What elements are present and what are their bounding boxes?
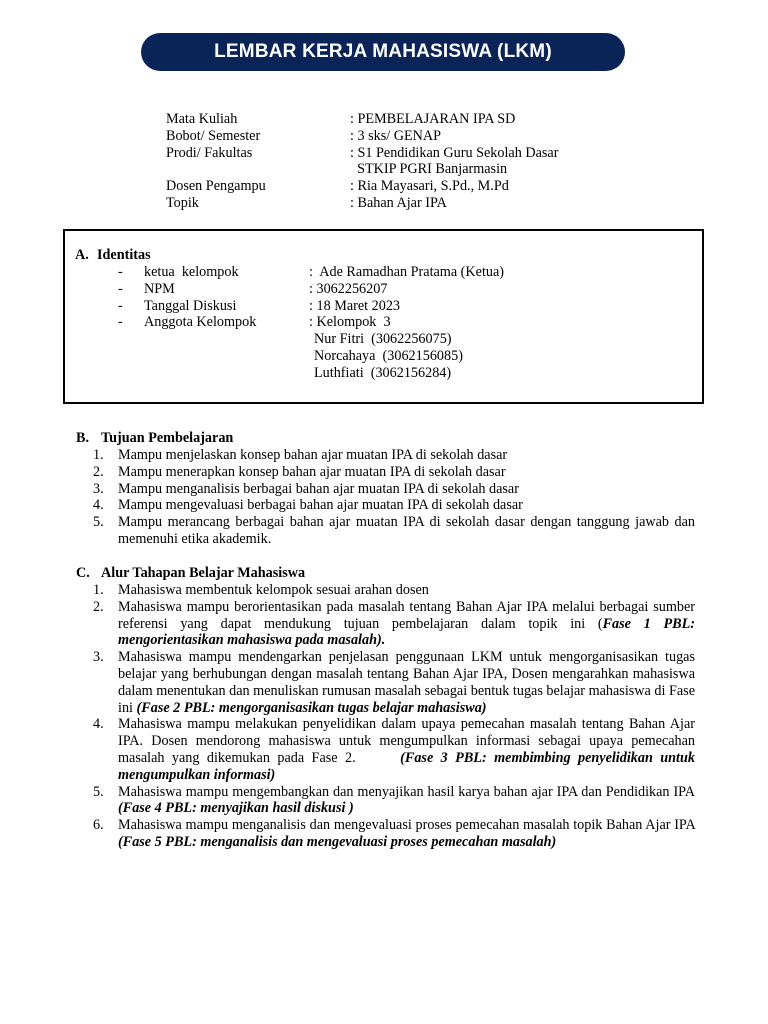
identity-row <box>118 298 504 315</box>
item-body: Mahasiswa mampu berorientasikan pada masalah tentang Bahan Ajar IPA melalui berbagai sumber referensi yang dapat mendukung tujuan pembelajaran dalam topik ini ( <box>118 598 695 632</box>
page-title-banner <box>141 33 625 71</box>
course-row <box>166 111 726 128</box>
page-title: LEMBAR KERJA MAHASISWA (LKM) <box>214 40 552 62</box>
dash-bullet: - <box>118 297 123 314</box>
learning-flow-heading <box>76 565 305 582</box>
item-number: 4. <box>93 716 104 733</box>
item-body: Mahasiswa mampu mengembangkan dan menyajikan hasil karya bahan ajar IPA dan Pendidikan IPA <box>118 783 695 800</box>
item-text <box>118 599 695 649</box>
item-number: 6. <box>93 817 104 834</box>
course-value: : 3 sks/ GENAP <box>350 127 442 144</box>
item-number: 5. <box>93 514 104 531</box>
identity-heading <box>75 247 151 264</box>
item-body: Mahasiswa mampu mendengarkan penjelasan penggunaan LKM untuk mengorganisasikan tugas belajar yang berhubungan dengan masalah tentang Bahan Ajar IPA, Dosen mengarahkan mahasiswa dalam menentukan dan menuliskan rumusan masalah sebagai bentuk tugas belajar mahasiswa di Fase ini <box>118 649 695 716</box>
course-row <box>166 145 726 162</box>
dash-bullet: - <box>118 280 123 297</box>
course-value: STKIP PGRI Banjarmasin <box>350 161 508 178</box>
course-value: : PEMBELAJARAN IPA SD <box>350 111 516 127</box>
identity-value: : Kelompok 3 <box>309 314 391 331</box>
section-title: Tujuan Pembelajaran <box>101 430 234 446</box>
item-text: Mampu menjelaskan konsep bahan ajar muatan IPA di sekolah dasar <box>118 447 508 463</box>
phase-note: (Fase 4 PBL: menyajikan hasil diskusi ) <box>118 800 354 817</box>
section-title: Identitas <box>97 247 151 263</box>
learning-flow-list <box>93 582 699 851</box>
item-text: Mampu mengevaluasi berbagai bahan ajar muatan IPA di sekolah dasar <box>118 497 523 514</box>
course-row <box>166 161 726 178</box>
course-row <box>166 195 726 212</box>
item-number: 5. <box>93 783 104 800</box>
item-number: 2. <box>93 463 104 480</box>
group-member: Luthfiati (3062156284) <box>314 364 452 381</box>
item-body: Mahasiswa membentuk kelompok sesuai arahan dosen <box>118 582 429 598</box>
section-letter: B. <box>76 430 90 446</box>
identity-list <box>118 264 504 382</box>
course-value: : Bahan Ajar IPA <box>350 194 447 211</box>
item-number: 3. <box>93 649 104 666</box>
item-text <box>118 649 695 716</box>
item-number: 4. <box>93 497 104 514</box>
group-member: Nur Fitri (3062256075) <box>314 331 452 348</box>
identity-label: NPM <box>144 280 175 297</box>
list-item <box>93 447 695 464</box>
list-item <box>93 464 695 481</box>
identity-label: ketua kelompok <box>144 264 239 280</box>
identity-row <box>118 264 504 281</box>
identity-row <box>118 314 504 331</box>
course-row <box>166 178 726 195</box>
course-value: : S1 Pendidikan Guru Sekolah Dasar <box>350 144 559 161</box>
item-number: 2. <box>93 598 104 615</box>
identity-value: : Ade Ramadhan Pratama (Ketua) <box>309 264 505 280</box>
item-text <box>118 716 699 783</box>
course-label: Dosen Pengampu <box>166 178 266 195</box>
dash-bullet: - <box>118 314 123 331</box>
list-item <box>93 649 695 716</box>
phase-note: (Fase 2 PBL: mengorganisasikan tugas belajar mahasiswa) <box>136 699 487 716</box>
item-text: Mampu menerapkan konsep bahan ajar muatan IPA di sekolah dasar <box>118 463 506 480</box>
item-text: Mampu menganalisis berbagai bahan ajar muatan IPA di sekolah dasar <box>118 480 519 497</box>
course-label <box>166 161 350 178</box>
dash-bullet: - <box>118 264 123 280</box>
item-text: Mampu merancang berbagai bahan ajar muatan IPA di sekolah dasar dengan tanggung jawab dan memenuhi etika akademik. <box>118 514 695 547</box>
phase-note: (Fase 5 PBL: menganalisis dan mengevaluasi proses pemecahan masalah) <box>118 833 557 850</box>
item-text <box>118 582 695 599</box>
item-number: 1. <box>93 582 104 598</box>
section-letter: C. <box>76 565 90 581</box>
course-info <box>166 111 726 212</box>
objectives-heading <box>76 430 233 447</box>
objectives-list <box>93 447 695 548</box>
course-label: Bobot/ Semester <box>166 127 261 144</box>
list-item <box>93 784 695 818</box>
identity-row <box>118 281 504 298</box>
list-item <box>93 599 695 649</box>
phase-note: (Fase 3 PBL: membimbing penyelidikan untuk mengumpulkan informasi) <box>118 749 695 783</box>
list-item <box>93 817 695 851</box>
item-body: Mahasiswa mampu melakukan penyelidikan dalam upaya pemecahan masalah tentang Bahan Ajar IPA. Dosen mendorong mahasiswa untuk mengumpulkan informasi sebagai upaya pemecahan masalah yang dikemukan pada Fase 2. <box>118 716 699 766</box>
identity-value: : 18 Maret 2023 <box>309 297 401 314</box>
list-item <box>93 481 695 498</box>
course-label: Mata Kuliah <box>166 111 238 127</box>
section-letter: A. <box>75 247 89 263</box>
course-label: Prodi/ Fakultas <box>166 144 253 161</box>
identity-value: : 3062256207 <box>309 280 388 297</box>
list-item <box>93 514 695 548</box>
list-item <box>93 497 695 514</box>
phase-note: Fase 1 PBL: mengorientasikan mahasiswa pada masalah). <box>118 615 695 649</box>
identity-box <box>63 229 704 404</box>
identity-label: Anggota Kelompok <box>144 314 257 331</box>
course-row <box>166 128 726 145</box>
course-label: Topik <box>166 194 199 211</box>
item-number: 1. <box>93 447 104 463</box>
item-text <box>118 817 695 851</box>
item-number: 3. <box>93 480 104 497</box>
list-item <box>93 582 695 599</box>
course-value: : Ria Mayasari, S.Pd., M.Pd <box>350 178 509 195</box>
group-member: Norcahaya (3062156085) <box>314 347 463 364</box>
item-text <box>118 784 695 818</box>
section-title: Alur Tahapan Belajar Mahasiswa <box>101 565 306 581</box>
identity-label: Tanggal Diskusi <box>144 297 237 314</box>
list-item <box>93 716 699 783</box>
item-body: Mahasiswa mampu menganalisis dan mengevaluasi proses pemecahan masalah topik Bahan Ajar IPA <box>118 817 695 834</box>
